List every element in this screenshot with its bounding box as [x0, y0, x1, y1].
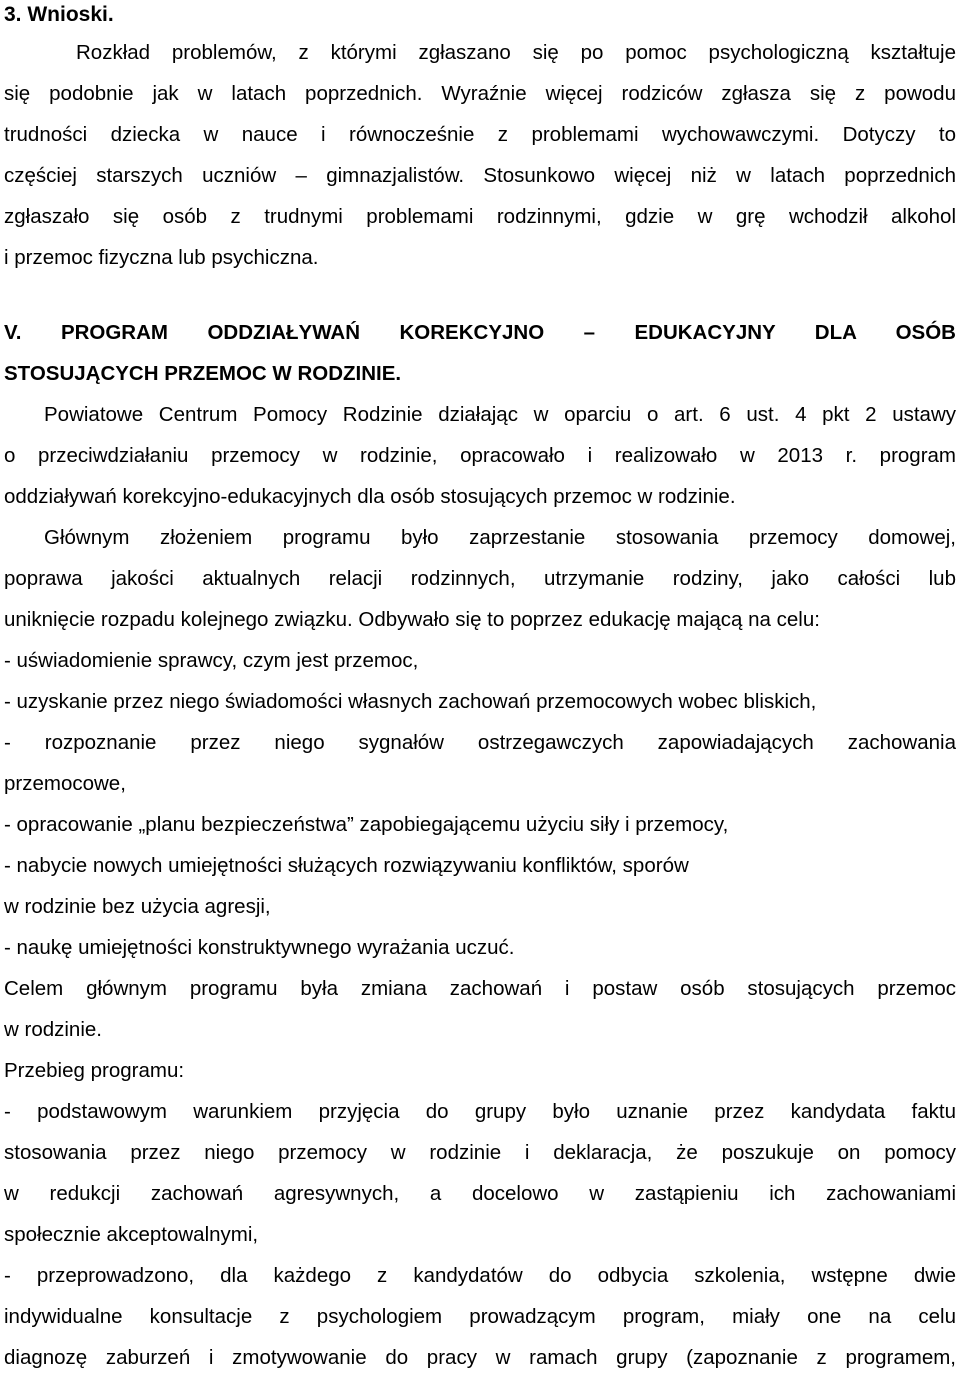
text-line: częściej starszych uczniów – gimnazjalistów. Stosunkowo więcej niż w latach poprzednich — [4, 164, 956, 187]
list-item-continuation: w redukcji zachowań agresywnych, a docelowo w zastąpieniu ich zachowaniami — [4, 1182, 956, 1205]
text-line: trudności dziecka w nauce i równocześnie z problemami wychowawczymi. Dotyczy to — [4, 123, 956, 146]
list-item: - naukę umiejętności konstruktywnego wyrażania uczuć. — [4, 936, 515, 959]
text-line: i przemoc fizyczna lub psychiczna. — [4, 246, 319, 269]
list-item-continuation: indywidualne konsultacje z psychologiem prowadzącym program, miały one na celu — [4, 1305, 956, 1328]
list-item-continuation: przemocowe, — [4, 772, 126, 795]
program-intro-paragraph — [4, 394, 956, 517]
list-item-continuation: w rodzinie bez użycia agresji, — [4, 895, 271, 918]
text-line: w rodzinie. — [4, 1018, 102, 1041]
text-line: oddziaływań korekcyjno-edukacyjnych dla osób stosujących przemoc w rodzinie. — [4, 485, 736, 508]
section-5-title — [4, 312, 956, 394]
goals-list — [4, 640, 956, 968]
main-aim-paragraph — [4, 968, 956, 1050]
list-item: - nabycie nowych umiejętności służących rozwiązywaniu konfliktów, sporów — [4, 854, 689, 877]
list-item-continuation: stosowania przez niego przemocy w rodzinie i deklaracja, że poszukuje on pomocy — [4, 1141, 956, 1164]
text-line: Powiatowe Centrum Pomocy Rodzinie działając w oparciu o art. 6 ust. 4 pkt 2 ustawy — [44, 403, 956, 426]
list-item: - przeprowadzono, dla każdego z kandydatów do odbycia szkolenia, wstępne dwie — [4, 1264, 956, 1287]
course-list — [4, 1091, 956, 1378]
list-item: - uzyskanie przez niego świadomości własnych zachowań przemocowych wobec bliskich, — [4, 690, 817, 713]
list-item: - opracowanie „planu bezpieczeństwa” zapobiegającemu użyciu siły i przemocy, — [4, 813, 729, 836]
text-line: Celem głównym programu była zmiana zachowań i postaw osób stosujących przemoc — [4, 977, 956, 1000]
program-goal-paragraph — [4, 517, 956, 640]
list-item: - uświadomienie sprawcy, czym jest przemoc, — [4, 649, 419, 672]
text-line: zgłaszało się osób z trudnymi problemami rodzinnymi, gdzie w grę wchodził alkohol — [4, 205, 956, 228]
list-item-continuation: społecznie akceptowalnymi, — [4, 1223, 259, 1246]
section-title-line: V. PROGRAM ODDZIAŁYWAŃ KOREKCYJNO – EDUKACYJNY DLA OSÓB — [4, 321, 956, 344]
section-3-heading: 3. Wnioski. — [4, 3, 114, 26]
text-line: poprawa jakości aktualnych relacji rodzinnych, utrzymanie rodziny, jako całości lub — [4, 567, 956, 590]
list-item: - rozpoznanie przez niego sygnałów ostrzegawczych zapowiadających zachowania — [4, 731, 956, 754]
text-line: Rozkład problemów, z którymi zgłaszano się po pomoc psychologiczną kształtuje — [76, 41, 956, 64]
text-line: Głównym złożeniem programu było zaprzestanie stosowania przemocy domowej, — [44, 526, 956, 549]
course-label: Przebieg programu: — [4, 1059, 185, 1082]
text-line: o przeciwdziałaniu przemocy w rodzinie, opracowało i realizowało w 2013 r. program — [4, 444, 956, 467]
section-title-line: STOSUJĄCYCH PRZEMOC W RODZINIE. — [4, 362, 402, 385]
text-line: się podobnie jak w latach poprzednich. Wyraźnie więcej rodziców zgłasza się z powodu — [4, 82, 956, 105]
text-line: uniknięcie rozpadu kolejnego związku. Odbywało się to poprzez edukację mającą na celu: — [4, 608, 820, 631]
list-item: - podstawowym warunkiem przyjęcia do grupy było uznanie przez kandydata faktu — [4, 1100, 956, 1123]
conclusions-paragraph — [4, 32, 956, 278]
list-item-continuation: diagnozę zaburzeń i zmotywowanie do pracy w ramach grupy (zapoznanie z programem, — [4, 1346, 956, 1369]
